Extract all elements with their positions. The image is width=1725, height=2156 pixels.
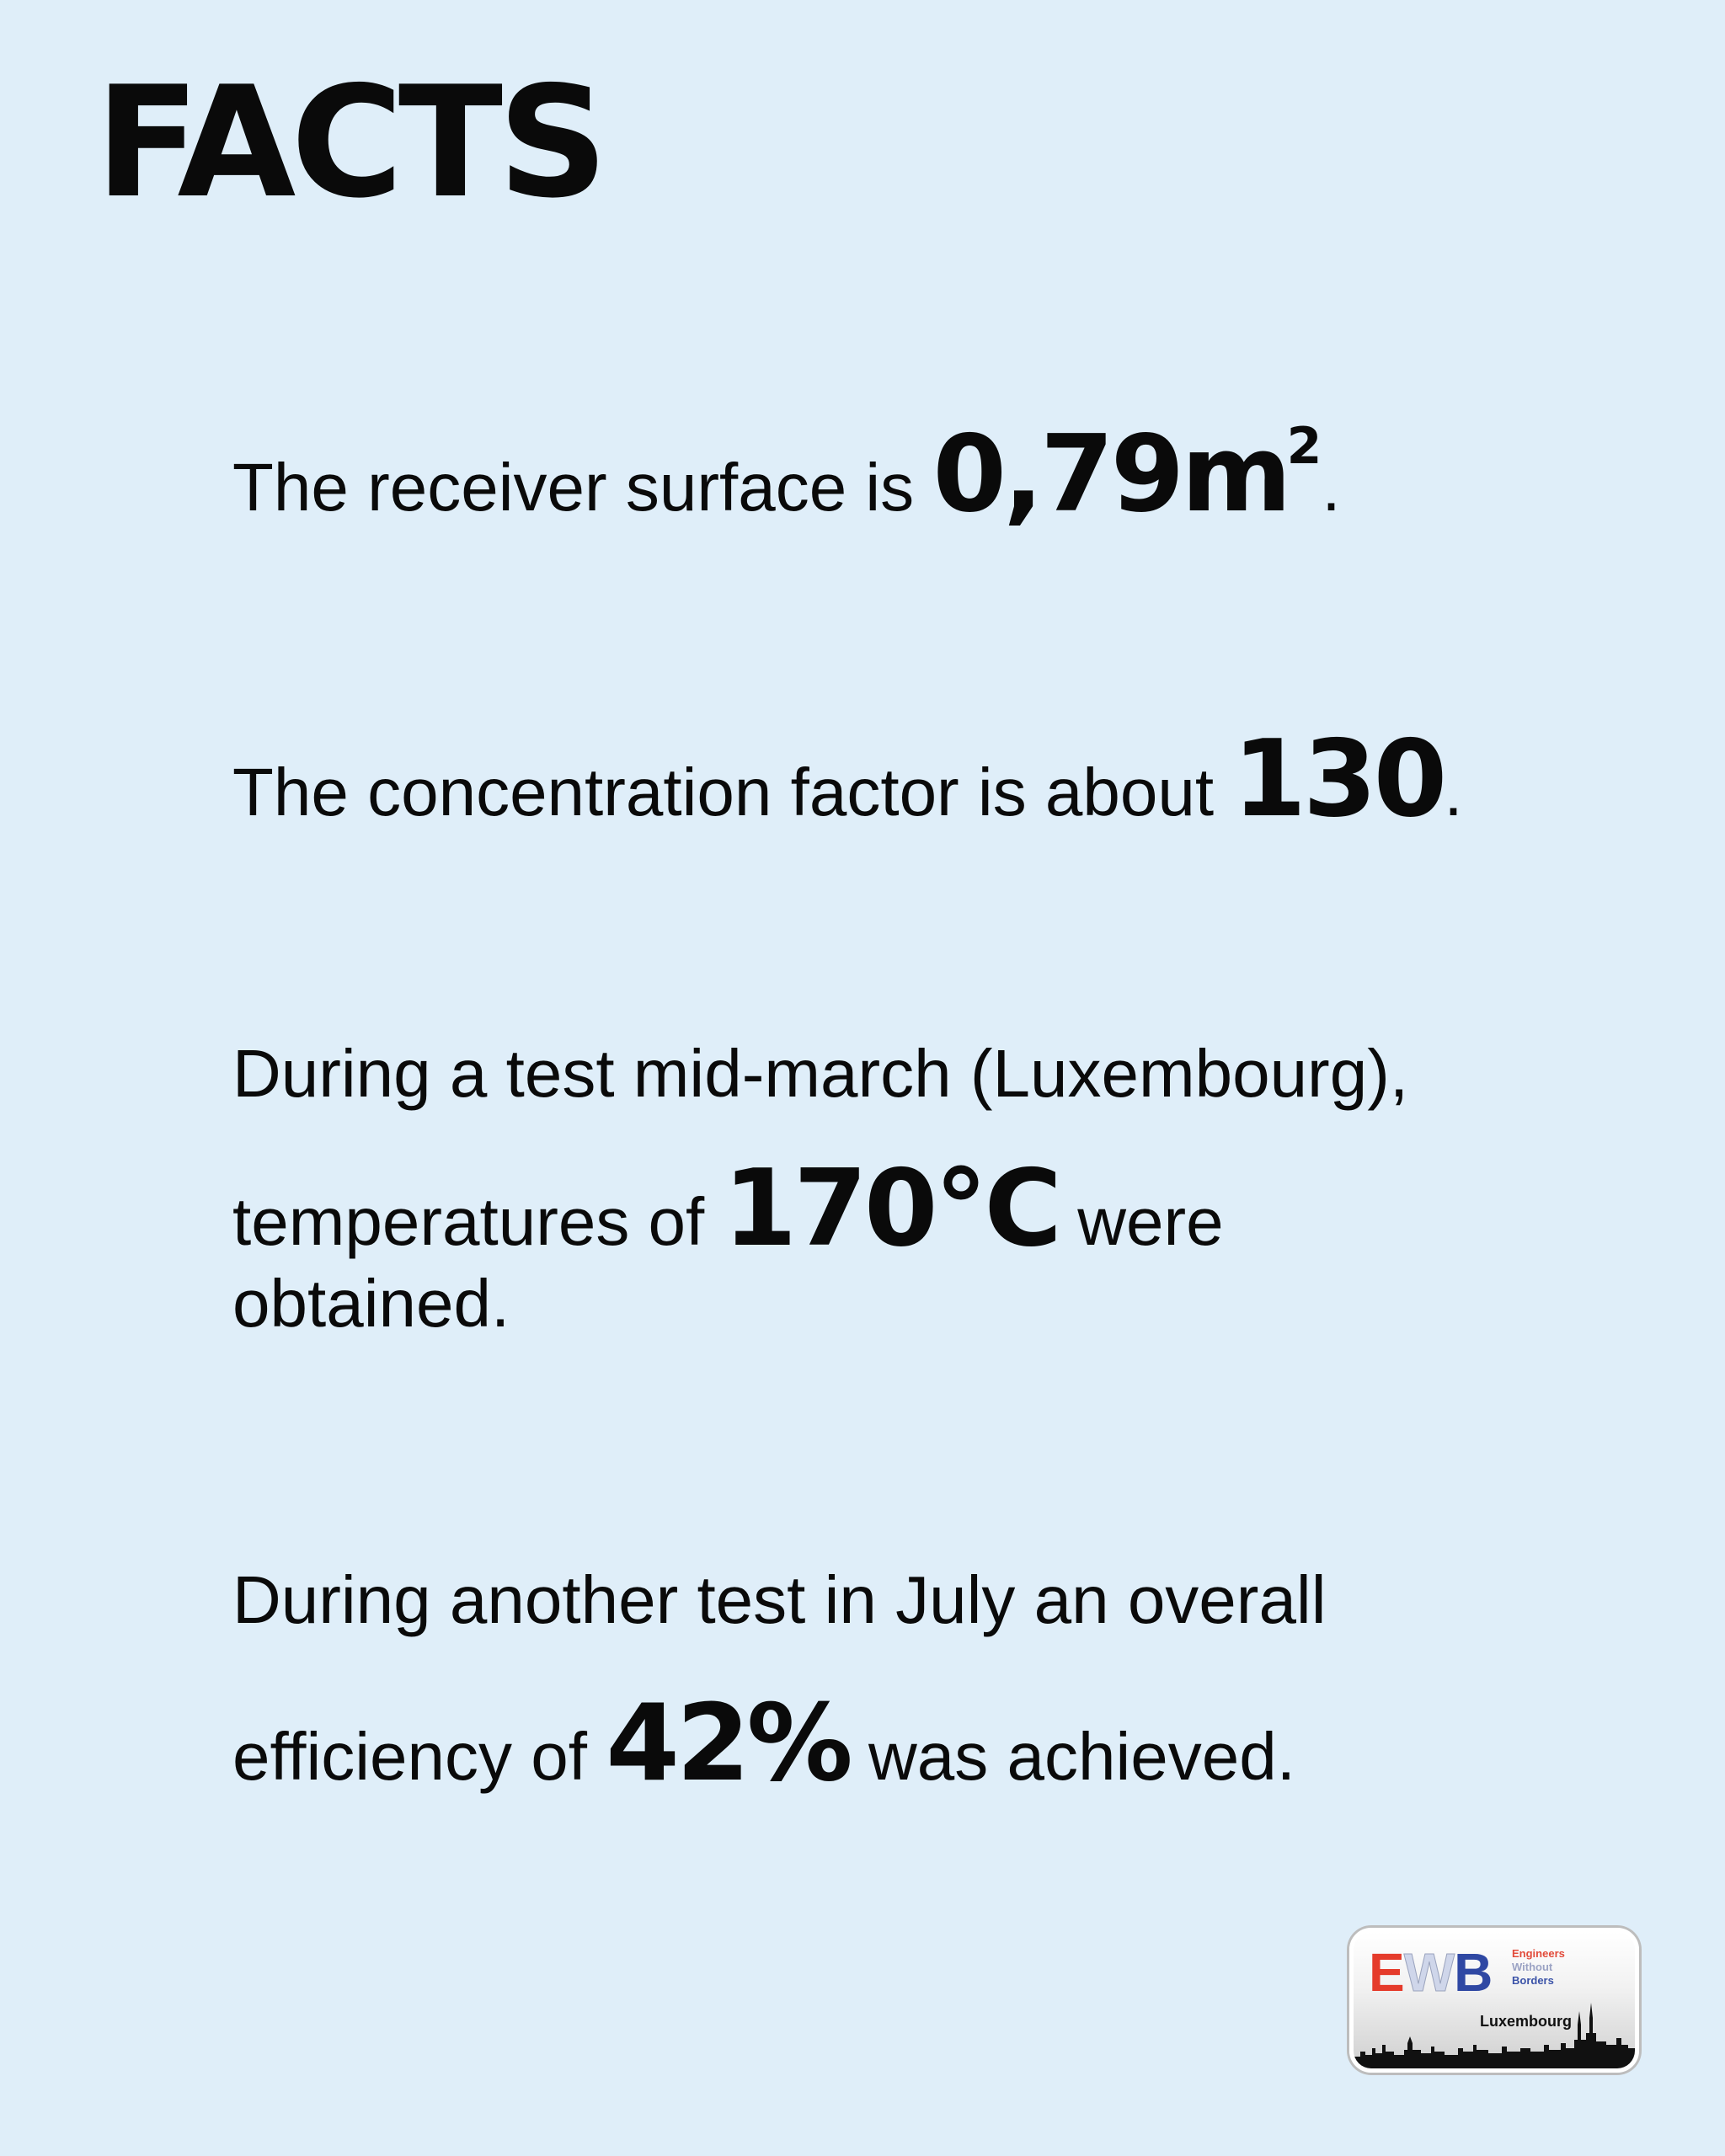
fact-value-superscript: 2 [1286,417,1322,476]
fact-text: temperatures of [232,1184,724,1259]
fact-line: obtained. [232,1266,510,1341]
ewb-luxembourg-logo [1349,1928,1639,2073]
fact-text: efficiency of [232,1719,606,1794]
fact-value: 130 [1232,717,1445,841]
logo-letter-e: E [1369,1942,1404,2003]
fact-text-end: . [1322,450,1341,525]
fact-value: 170°C [723,1146,1059,1270]
fact-value: 0,79m [932,412,1289,536]
page-title: FACTS [95,53,604,232]
fact-text-end: were [1058,1184,1224,1259]
fact-text: The concentration factor is about [232,755,1233,830]
logo-city: Luxembourg [1480,2013,1573,2030]
logo-letter-b: B [1454,1942,1493,2003]
fact-temperature [232,1006,1408,1350]
logo-letter-w: W [1403,1942,1455,2003]
fact-text-end: . [1444,755,1463,830]
fact-line: During another test in July an overall [232,1562,1327,1637]
logo-letters [1369,1942,1493,2003]
fact-efficiency [232,1529,1326,1828]
fact-line-with-value [232,1672,1326,1828]
fact-value: 42% [606,1681,850,1805]
logo-organisation-name [1512,1947,1565,1988]
logo-org-line: Borders [1512,1974,1554,1987]
fact-concentration-factor [232,703,1463,868]
logo-org-line: Engineers [1512,1947,1565,1960]
fact-line: During a test mid-march (Luxembourg), [232,1036,1409,1111]
city-skyline-icon [1354,1993,1635,2068]
logo-org-line: Without [1512,1961,1553,1973]
fact-text: The receiver surface is [232,450,933,525]
fact-receiver-surface [232,371,1341,563]
fact-text-end: was achieved. [849,1719,1295,1794]
